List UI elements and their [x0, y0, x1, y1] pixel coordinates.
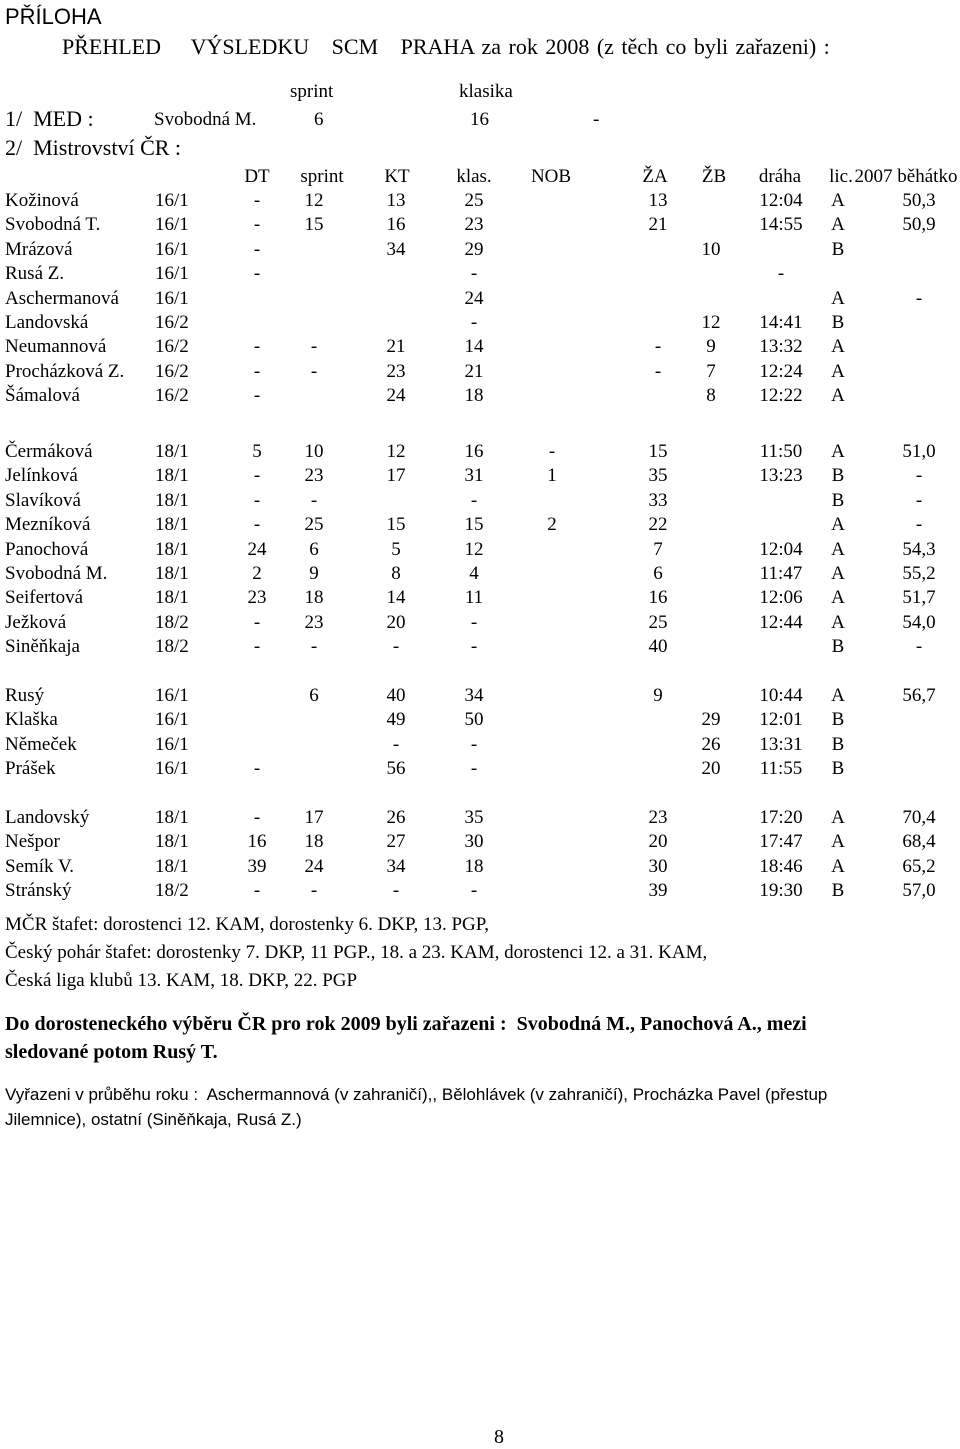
result-cell: 18: [464, 856, 484, 877]
athlete-name: Rusá Z.: [5, 263, 65, 284]
athlete-name: Procházková Z.: [5, 361, 125, 382]
result-cell: A: [831, 514, 845, 535]
column-header: lic.: [829, 166, 853, 187]
result-cell: -: [253, 807, 261, 828]
relay-note: MČR štafet: dorostenci 12. KAM, dorostenky 6. DKP, 13. PGP,: [5, 914, 489, 935]
result-cell: 6: [309, 539, 319, 560]
result-cell: -: [253, 465, 261, 486]
result-cell: 14: [386, 587, 406, 608]
result-cell: 51,7: [902, 587, 936, 608]
category: 18/1: [155, 856, 189, 877]
category: 16/2: [155, 312, 189, 333]
athlete-name: Aschermanová: [5, 288, 119, 309]
page-title: PŘEHLED VÝSLEDKU SCM PRAHA za rok 2008 (z těch co byli zařazeni) :: [62, 34, 830, 59]
result-cell: 57,0: [902, 880, 936, 901]
result-cell: 7: [706, 361, 716, 382]
column-header: ŽB: [701, 166, 727, 187]
category: 18/1: [155, 831, 189, 852]
result-cell: 23: [464, 214, 484, 235]
result-cell: A: [831, 361, 845, 382]
athlete-name: Rusý: [5, 685, 45, 706]
category: 18/2: [155, 636, 189, 657]
category: 18/1: [155, 465, 189, 486]
athlete-name: Ježková: [5, 612, 67, 633]
result-cell: 23: [304, 465, 324, 486]
athlete-name: Panochová: [5, 539, 89, 560]
result-cell: -: [310, 880, 318, 901]
selection-line: sledované potom Rusý T.: [5, 1041, 218, 1063]
result-cell: 1: [547, 465, 557, 486]
result-cell: 12:44: [759, 612, 803, 633]
result-cell: 9: [653, 685, 663, 706]
result-cell: 13:23: [759, 465, 803, 486]
result-cell: -: [392, 734, 400, 755]
athlete-name: Landovská: [5, 312, 89, 333]
category: 16/1: [155, 263, 189, 284]
result-cell: 10:44: [759, 685, 803, 706]
result-cell: 17:20: [759, 807, 803, 828]
result-cell: -: [915, 288, 923, 309]
result-cell: -: [470, 312, 478, 333]
result-cell: 17: [304, 807, 324, 828]
result-cell: -: [392, 880, 400, 901]
result-cell: 39: [648, 880, 668, 901]
result-cell: -: [253, 636, 261, 657]
result-cell: 18:46: [759, 856, 803, 877]
result-cell: 15: [464, 514, 484, 535]
result-cell: 13: [648, 190, 668, 211]
result-cell: 35: [648, 465, 668, 486]
med-sprint: 6: [314, 109, 324, 130]
category: 18/1: [155, 514, 189, 535]
result-cell: 18: [304, 831, 324, 852]
result-cell: -: [470, 263, 478, 284]
result-cell: 6: [309, 685, 319, 706]
result-cell: -: [253, 336, 261, 357]
result-cell: 14: [464, 336, 484, 357]
result-cell: 23: [247, 587, 267, 608]
column-header: 2007 běhátko: [854, 166, 958, 187]
category: 18/1: [155, 539, 189, 560]
category: 16/2: [155, 336, 189, 357]
athlete-name: Neumannová: [5, 336, 107, 357]
column-header: KT: [384, 166, 410, 187]
result-cell: -: [470, 758, 478, 779]
category: 18/1: [155, 587, 189, 608]
result-cell: 12:04: [759, 539, 803, 560]
result-cell: 11:55: [759, 758, 803, 779]
result-cell: A: [831, 587, 845, 608]
result-cell: 35: [464, 807, 484, 828]
result-cell: 23: [386, 361, 406, 382]
result-cell: 2: [252, 563, 262, 584]
result-cell: 11:50: [759, 441, 803, 462]
result-cell: 31: [464, 465, 484, 486]
result-cell: 8: [706, 385, 716, 406]
result-cell: 20: [701, 758, 721, 779]
result-cell: -: [253, 214, 261, 235]
med-klasika-header: klasika: [459, 81, 513, 102]
athlete-name: Klaška: [5, 709, 58, 730]
result-cell: 18: [304, 587, 324, 608]
result-cell: 4: [469, 563, 479, 584]
athlete-name: Jelínková: [5, 465, 78, 486]
result-cell: 33: [648, 490, 668, 511]
result-cell: -: [253, 263, 261, 284]
athlete-name: Mezníková: [5, 514, 91, 535]
result-cell: 13: [386, 190, 406, 211]
result-cell: 51,0: [902, 441, 936, 462]
mcr-label: 2/ Mistrovství ČR :: [5, 135, 182, 160]
result-cell: 17:47: [759, 831, 803, 852]
result-cell: 24: [386, 385, 406, 406]
result-cell: 11:47: [759, 563, 803, 584]
athlete-name: Mrázová: [5, 239, 73, 260]
result-cell: 17: [386, 465, 406, 486]
category: 16/1: [155, 734, 189, 755]
result-cell: 12: [701, 312, 721, 333]
result-cell: 20: [386, 612, 406, 633]
result-cell: 5: [391, 539, 401, 560]
result-cell: -: [915, 514, 923, 535]
athlete-name: Němeček: [5, 734, 77, 755]
result-cell: A: [831, 612, 845, 633]
column-header: klas.: [456, 166, 492, 187]
result-cell: -: [253, 758, 261, 779]
category: 16/1: [155, 288, 189, 309]
result-cell: 26: [386, 807, 406, 828]
result-cell: 7: [653, 539, 663, 560]
athlete-name: Nešpor: [5, 831, 60, 852]
result-cell: 34: [386, 239, 406, 260]
category: 16/1: [155, 239, 189, 260]
result-cell: -: [470, 612, 478, 633]
result-cell: -: [470, 880, 478, 901]
result-cell: 55,2: [902, 563, 936, 584]
result-cell: B: [831, 312, 845, 333]
result-cell: 8: [391, 563, 401, 584]
result-cell: 6: [653, 563, 663, 584]
result-cell: 21: [464, 361, 484, 382]
result-cell: B: [831, 636, 845, 657]
result-cell: 29: [701, 709, 721, 730]
category: 16/1: [155, 190, 189, 211]
result-cell: 24: [464, 288, 484, 309]
result-cell: 15: [648, 441, 668, 462]
result-cell: 50,3: [902, 190, 936, 211]
result-cell: -: [253, 490, 261, 511]
category: 16/1: [155, 758, 189, 779]
result-cell: 65,2: [902, 856, 936, 877]
result-cell: 23: [304, 612, 324, 633]
result-cell: -: [253, 239, 261, 260]
result-cell: 54,0: [902, 612, 936, 633]
athlete-name: Čermáková: [5, 441, 93, 462]
result-cell: 12: [304, 190, 324, 211]
athlete-name: Šámalová: [5, 385, 80, 406]
athlete-name: Svobodná T.: [5, 214, 101, 235]
result-cell: A: [831, 831, 845, 852]
result-cell: 23: [648, 807, 668, 828]
result-cell: B: [831, 239, 845, 260]
med-name: Svobodná M.: [154, 109, 257, 130]
result-cell: 13:31: [759, 734, 803, 755]
result-cell: -: [654, 336, 662, 357]
result-cell: 12: [464, 539, 484, 560]
result-cell: 19:30: [759, 880, 803, 901]
result-cell: 10: [701, 239, 721, 260]
athlete-name: Seifertová: [5, 587, 84, 608]
result-cell: A: [831, 685, 845, 706]
result-cell: A: [831, 856, 845, 877]
result-cell: 16: [648, 587, 668, 608]
result-cell: A: [831, 214, 845, 235]
result-cell: 68,4: [902, 831, 936, 852]
result-cell: A: [831, 336, 845, 357]
result-cell: 14:55: [759, 214, 803, 235]
result-cell: 56: [386, 758, 406, 779]
result-cell: -: [777, 263, 785, 284]
result-cell: 39: [247, 856, 267, 877]
column-header: sprint: [300, 166, 344, 187]
category: 16/1: [155, 214, 189, 235]
result-cell: B: [831, 709, 845, 730]
result-cell: 9: [309, 563, 319, 584]
result-cell: -: [915, 490, 923, 511]
result-cell: 25: [648, 612, 668, 633]
column-header: dráha: [758, 166, 802, 187]
result-cell: B: [831, 734, 845, 755]
category: 16/1: [155, 709, 189, 730]
excluded-line: Vyřazeni v průběhu roku : Aschermannová (v zahraničí),, Bělohlávek (v zahraničí), Procházka Pavel (přestup: [5, 1085, 828, 1104]
category: 18/1: [155, 441, 189, 462]
category: 18/1: [155, 563, 189, 584]
result-cell: 12:22: [759, 385, 803, 406]
page-number: 8: [494, 1426, 504, 1448]
result-cell: 12:04: [759, 190, 803, 211]
excluded-line: Jilemnice), ostatní (Siněňkaja, Rusá Z.): [5, 1110, 302, 1129]
med-extra: -: [593, 109, 600, 130]
category: 18/1: [155, 490, 189, 511]
result-cell: -: [392, 636, 400, 657]
result-cell: 54,3: [902, 539, 936, 560]
athlete-name: Slavíková: [5, 490, 81, 511]
result-cell: 12:24: [759, 361, 803, 382]
athlete-name: Siněňkaja: [5, 636, 80, 657]
result-cell: 21: [386, 336, 406, 357]
result-cell: 50: [464, 709, 484, 730]
result-cell: -: [548, 441, 556, 462]
result-cell: -: [253, 190, 261, 211]
result-cell: B: [831, 490, 845, 511]
result-cell: A: [831, 385, 845, 406]
result-cell: -: [470, 734, 478, 755]
result-cell: 40: [648, 636, 668, 657]
athlete-name: Semík V.: [5, 856, 74, 877]
column-header: DT: [244, 166, 270, 187]
result-cell: 49: [386, 709, 406, 730]
attachment-label: PŘÍLOHA: [5, 4, 102, 29]
result-cell: -: [915, 636, 923, 657]
column-header: NOB: [530, 166, 572, 187]
result-cell: 26: [701, 734, 721, 755]
result-cell: 16: [386, 214, 406, 235]
result-cell: 40: [386, 685, 406, 706]
athlete-name: Landovský: [5, 807, 90, 828]
athlete-name: Svobodná M.: [5, 563, 108, 584]
result-cell: 25: [464, 190, 484, 211]
relay-note: Český pohár štafet: dorostenky 7. DKP, 11 PGP., 18. a 23. KAM, dorostenci 12. a 31. KAM,: [5, 942, 708, 963]
category: 16/2: [155, 385, 189, 406]
result-cell: 14:41: [759, 312, 803, 333]
category: 18/1: [155, 807, 189, 828]
result-cell: 25: [304, 514, 324, 535]
med-sprint-header: sprint: [290, 81, 334, 102]
result-cell: B: [831, 465, 845, 486]
category: 16/2: [155, 361, 189, 382]
result-cell: 30: [464, 831, 484, 852]
result-cell: 5: [252, 441, 262, 462]
result-cell: A: [831, 288, 845, 309]
category: 18/2: [155, 612, 189, 633]
result-cell: 20: [648, 831, 668, 852]
column-header: ŽA: [642, 166, 668, 187]
result-cell: 70,4: [902, 807, 936, 828]
result-cell: A: [831, 441, 845, 462]
result-cell: B: [831, 758, 845, 779]
result-cell: 18: [464, 385, 484, 406]
relay-note: Česká liga klubů 13. KAM, 18. DKP, 22. PGP: [5, 970, 358, 991]
result-cell: -: [253, 612, 261, 633]
result-cell: 34: [464, 685, 484, 706]
athlete-name: Prášek: [5, 758, 56, 779]
result-cell: 24: [304, 856, 324, 877]
result-cell: -: [253, 361, 261, 382]
selection-line: Do dorosteneckého výběru ČR pro rok 2009 byli zařazeni : Svobodná M., Panochová A., mezi: [5, 1013, 807, 1035]
result-cell: 24: [247, 539, 267, 560]
result-cell: -: [253, 514, 261, 535]
result-cell: -: [654, 361, 662, 382]
result-cell: -: [253, 880, 261, 901]
result-cell: -: [915, 465, 923, 486]
result-cell: 56,7: [902, 685, 936, 706]
result-cell: -: [253, 385, 261, 406]
result-cell: -: [310, 361, 318, 382]
result-cell: -: [310, 336, 318, 357]
category: 18/2: [155, 880, 189, 901]
result-cell: 9: [706, 336, 716, 357]
result-cell: A: [831, 807, 845, 828]
result-cell: 16: [247, 831, 267, 852]
category: 16/1: [155, 685, 189, 706]
result-cell: 15: [386, 514, 406, 535]
med-klasika: 16: [470, 109, 489, 130]
result-cell: -: [470, 490, 478, 511]
result-cell: A: [831, 190, 845, 211]
result-cell: -: [310, 636, 318, 657]
result-cell: 50,9: [902, 214, 936, 235]
result-cell: 15: [304, 214, 324, 235]
med-label: 1/ MED :: [5, 106, 94, 131]
result-cell: 16: [464, 441, 484, 462]
athlete-name: Kožinová: [5, 190, 79, 211]
result-cell: -: [310, 490, 318, 511]
result-cell: 29: [464, 239, 484, 260]
result-cell: -: [470, 636, 478, 657]
result-cell: A: [831, 539, 845, 560]
athlete-name: Stránský: [5, 880, 72, 901]
result-cell: 12:01: [759, 709, 803, 730]
result-cell: 34: [386, 856, 406, 877]
result-cell: 12:06: [759, 587, 803, 608]
result-cell: 10: [304, 441, 324, 462]
result-cell: 12: [386, 441, 406, 462]
result-cell: 21: [648, 214, 668, 235]
result-cell: 13:32: [759, 336, 803, 357]
result-cell: 2: [547, 514, 557, 535]
result-cell: A: [831, 563, 845, 584]
result-cell: B: [831, 880, 845, 901]
result-cell: 30: [648, 856, 668, 877]
result-cell: 22: [648, 514, 668, 535]
result-cell: 11: [464, 587, 484, 608]
result-cell: 27: [386, 831, 406, 852]
